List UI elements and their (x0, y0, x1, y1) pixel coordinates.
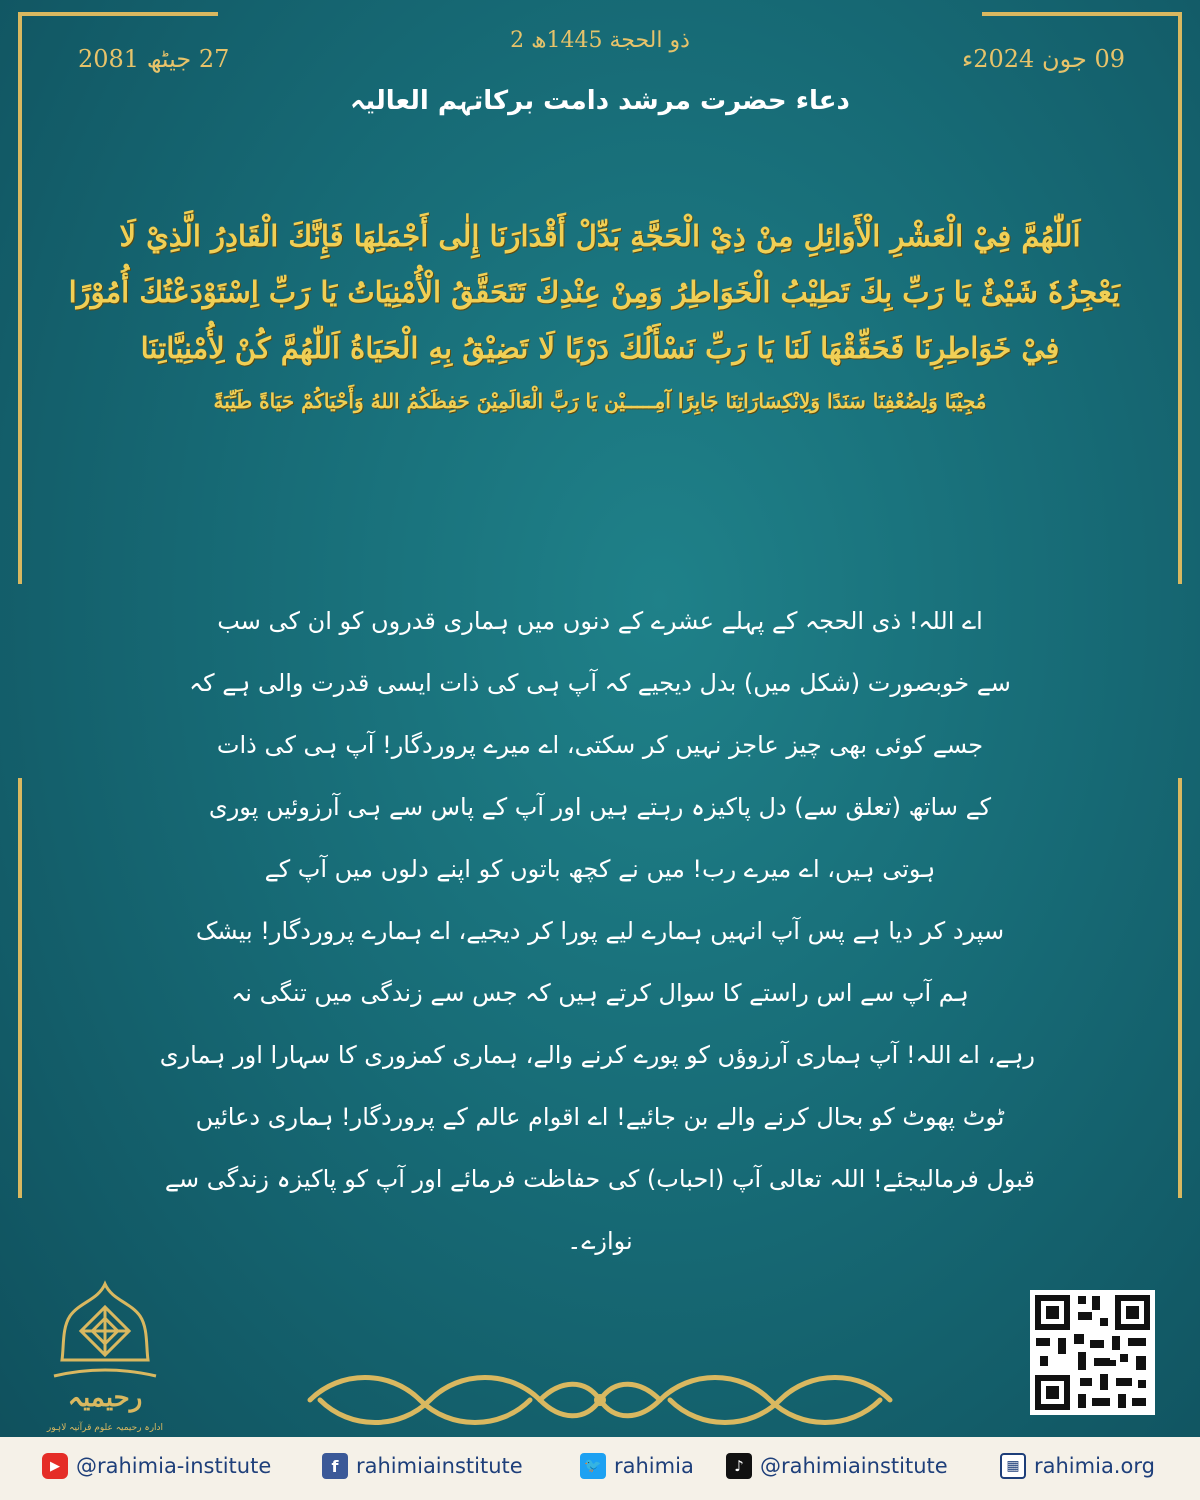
page-title: دعاء حضرت مرشد دامت برکاتہم العالیہ (350, 86, 850, 116)
arabic-dua-line: يَعْجِزُهٗ شَيْئٌ يَا رَبِّ بِكَ تَطِيْبُ الْخَوَاطِرُ وَمِنْ عِنْدِكَ تَتَحَقَّقُ الْأُمْنِيَاتُ يَا رَبِّ اِسْتَوْدَعْتُكَ أُمُوْرًا (68, 275, 1120, 309)
frame-left-lower (18, 778, 22, 1198)
twitter-link[interactable] (580, 1453, 694, 1479)
urdu-line: جسے کوئی بھی چیز عاجز نہیں کر سکتی، اے میرے پروردگار! آپ ہی کی ذات (216, 731, 984, 759)
facebook-handle: rahimiainstitute (356, 1454, 523, 1478)
urdu-translation (159, 590, 1035, 1272)
svg-text:رحیمیہ: رحیمیہ (67, 1383, 143, 1413)
gregorian-date: 09 جون 2024ء (961, 45, 1125, 73)
arabic-dua-line: مُجِيْبًا وَلِضُعْفِنَا سَنَدًا وَلِانْكِسَارَاتِنَا جَابِرًا آمِـــــيْن يَا رَبَّ الْعَالَمِيْنَ حَفِظَكُمُ اللهُ وَأَحْيَاكُمْ حَيَاةً طَيِّبَةً (213, 389, 987, 413)
twitter-handle: rahimia (614, 1454, 694, 1478)
facebook-icon: f (322, 1453, 348, 1479)
urdu-line: رہے، اے اللہ! آپ ہماری آرزوؤں کو پورے کرنے والے، ہماری کمزوری کا سہارا اور ہماری (159, 1041, 1035, 1069)
urdu-line: سے خوبصورت (شکل میں) بدل دیجیے کہ آپ ہی کی ذات ایسی قدرت والی ہے کہ (189, 669, 1011, 697)
website-link[interactable] (1000, 1453, 1155, 1479)
urdu-line: سپرد کر دیا ہے پس آپ انہیں ہمارے لیے پورا کر دیجیے، اے ہمارے پروردگار! بیشک (195, 917, 1005, 945)
frame-top-left (18, 12, 218, 16)
youtube-icon: ▶ (42, 1453, 68, 1479)
qr-code[interactable] (1030, 1290, 1155, 1415)
decorative-ornament (300, 1370, 900, 1430)
tiktok-icon: ♪ (726, 1453, 752, 1479)
svg-text:ادارہ رحیمیہ علوم قرآنیہ لاہور: ادارہ رحیمیہ علوم قرآنیہ لاہور (46, 1423, 164, 1433)
arabic-dua (68, 208, 1120, 426)
nepali-date: 27 جیٹھ 2081 (78, 45, 230, 73)
arabic-dua-line: فِيْ خَوَاطِرِنَا فَحَقِّقْهَا لَنَا يَا رَبِّ نَسْأَلُكَ دَرْبًا لَا تَضِيْقُ بِهِ الْحَيَاةُ اَللّٰهُمَّ كُنْ لِأُمْنِيَّاتِنَا (140, 331, 1060, 365)
youtube-link[interactable] (42, 1453, 271, 1479)
arabic-dua-line: اَللّٰهُمَّ فِيْ الْعَشْرِ الْأَوَائِلِ مِنْ ذِيْ الْحَجَّةِ بَدِّلْ أَقْدَارَنَا إِلٰى أَجْمَلِهَا فَإِنَّكَ الْقَادِرُ الَّذِيْ لَا (119, 219, 1081, 253)
twitter-icon: 🐦 (580, 1453, 606, 1479)
youtube-handle: @rahimia-institute (76, 1454, 272, 1478)
urdu-line: نوازے۔ (567, 1227, 633, 1255)
urdu-line: ہوتی ہیں، اے میرے رب! میں نے کچھ باتوں کو اپنے دلوں میں آپ کے (264, 855, 936, 883)
institute-logo (40, 1280, 170, 1440)
urdu-line: قبول فرمالیجئے! اللہ تعالی آپ (احباب) کی حفاظت فرمائے اور آپ کو پاکیزہ زندگی سے (164, 1165, 1035, 1193)
tiktok-link[interactable] (726, 1453, 948, 1479)
website-icon: ▦ (1000, 1453, 1026, 1479)
urdu-line: ٹوٹ پھوٹ کو بحال کرنے والے بن جائیے! اے اقوام عالم کے پروردگار! ہماری دعائیں (195, 1103, 1005, 1131)
urdu-line: کے ساتھ (تعلق سے) دل پاکیزہ رہتے ہیں اور آپ کے پاس سے ہی آرزوئیں پوری (208, 793, 992, 821)
tiktok-handle: @rahimiainstitute (760, 1454, 948, 1478)
urdu-line: اے اللہ! ذی الحجہ کے پہلے عشرے کے دنوں میں ہماری قدروں کو ان کی سب (217, 607, 983, 635)
urdu-line: ہم آپ سے اس راستے کا سوال کرتے ہیں کہ جس سے زندگی میں تنگی نہ (231, 979, 969, 1007)
website-handle: rahimia.org (1034, 1454, 1155, 1478)
frame-top-right (982, 12, 1182, 16)
hijri-date: 2 ذو الحجة 1445ھ (510, 28, 690, 53)
facebook-link[interactable] (322, 1453, 523, 1479)
frame-right-lower (1178, 778, 1182, 1198)
